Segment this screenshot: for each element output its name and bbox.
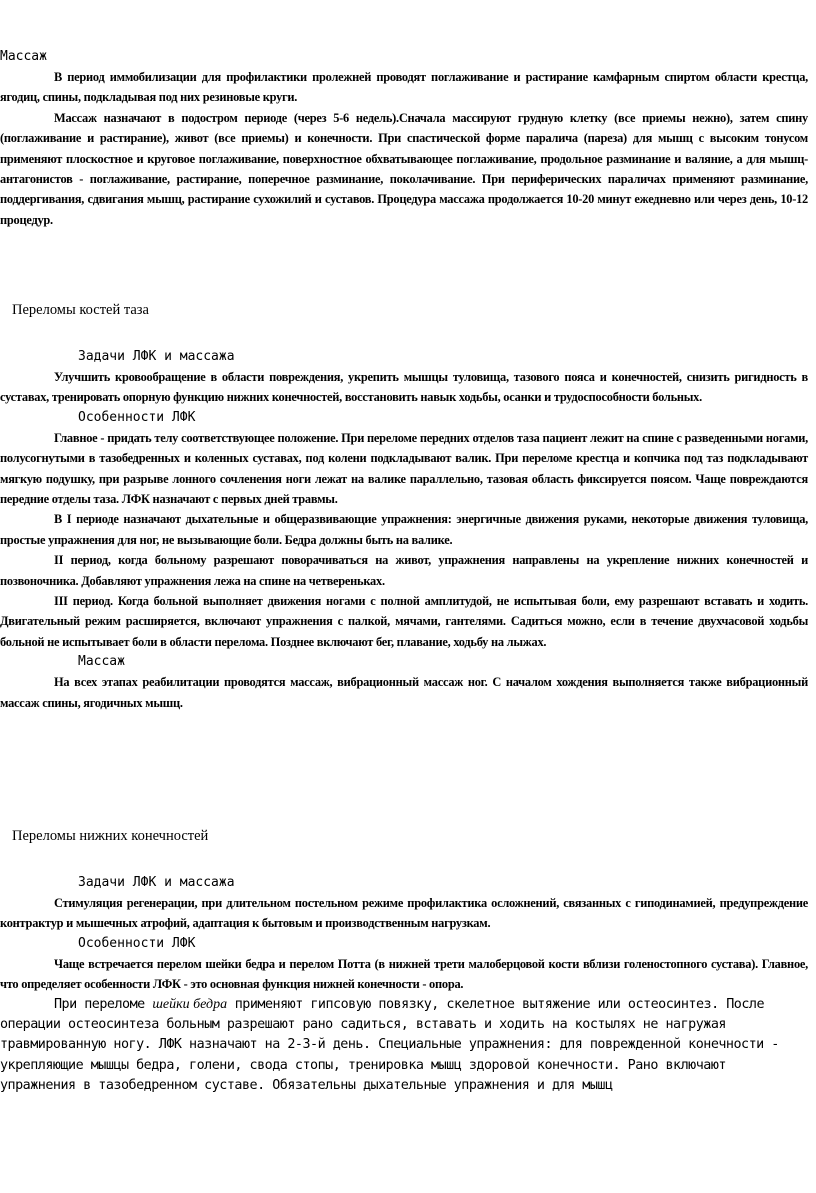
- period-2-text: II период, когда больному разрешают поворачиваться на живот, упражнения направлены на укрепление нижних конечностей и позвоночника. Добавляют упражнения лежа на спине на четвереньках.: [0, 553, 808, 588]
- section-pelvic-fractures: [0, 300, 808, 320]
- features-label-lower-limbs: Особенности ЛФК: [78, 935, 196, 951]
- period-3-text: III период. Когда больной выполняет движения ногами с полной амплитудой, не испытывая боли, ему разрешают вставать и ходить. Двигательный режим расширяется, включают упражнения с палкой, мячами, гантелями. Садиться можно, если в течение двухчасовой ходьбы больной не испытывает боли в области перелома. Позднее включают бег, плавание, ходьбу на лыжах.: [0, 594, 808, 649]
- period-1-text: В I периоде назначают дыхательные и общеразвивающие упражнения: энергичные движения руками, некоторые движения туловища, простые упражнения для ног, не вызывающие боли. Бедра должны быть на валике.: [0, 512, 808, 547]
- section-heading-lower-limbs: Переломы нижних конечностей: [12, 828, 209, 844]
- features-text-lower-limbs: Чаще встречается перелом шейки бедра и перелом Потта (в нижней трети малоберцовой кости вблизи голеностопного сустава). Главное, что определяет особенности ЛФК - это основная функция нижней конечности - опора.: [0, 956, 808, 992]
- massage-text-pelvis: На всех этапах реабилитации проводятся массаж, вибрационный массаж ног. С началом хождения выполняется также вибрационный массаж спины, ягодичных мышц.: [0, 675, 808, 710]
- hip-term-italic: шейки бедра: [152, 996, 228, 1012]
- tasks-label-pelvis: Задачи ЛФК и массажа: [78, 349, 235, 364]
- section-massage-spinal: [0, 47, 808, 230]
- section-heading-pelvis: Переломы костей таза: [12, 302, 149, 318]
- features-label-pelvis: Особенности ЛФК: [78, 409, 196, 425]
- massage-label-pelvis: Массаж: [78, 654, 125, 670]
- hip-lead-text: При переломе: [54, 996, 153, 1012]
- massage-paragraph-2: Массаж назначают в подостром периоде (через 5-6 недель).Сначала массируют грудную клетку (все приемы нежно), затем спину (поглаживание и растирание), живот (все приемы) и конечности. При спастической форме паралича (пареза) для мышц с высоким тонусом применяют плоскостное и круговое поглаживание, поверхностное обхватывающее поглаживание, продольное разминание и валяние, а для мышц-антагонистов - поглаживание, растирание, поперечное разминание, поколачивание. При периферических параличах применяют разминание, поддергивания, сдвигания мышц, растирание сухожилий и суставов. Процедура массажа продолжается 10-20 минут ежедневно или через день, 10-12 процедур.: [0, 110, 808, 227]
- hip-rest-text: применяют гипсовую повязку, скелетное вытяжение или остеосинтез. После операции остеосинтеза больным разрешают рано садиться, вставать и ходить на костылях не нагружая травмированную ногу. ЛФК назначают на 2-3-й день. Специальные упражнения: для поврежденной конечности - укрепляющие мышцы бедра, голени, свода стопы, тренировка мышц здоровой конечности. Рано включают упражнения в тазобедренном суставе. Обязательны дыхательные упражнения и для мышц: [0, 996, 787, 1094]
- section-lower-limb-fractures: [0, 826, 808, 846]
- massage-label: Массаж: [0, 49, 47, 64]
- section-lower-limb-body: [0, 873, 808, 1097]
- features-text-pelvis: Главное - придать телу соответствующее положение. При переломе передних отделов таза пациент лежит на спине с разведенными ногами, полусогнутыми в тазобедренных и коленных суставах, под колени подкладывают валик. При переломе крестца и копчика под таз подкладывают мягкую подушку, при разрыве лонного сочленения ноги лежат на валике параллельно, тазовая область фиксируется поясом. Чаще повреждаются передние отделы таза. ЛФК назначают с первых дней травмы.: [0, 430, 808, 507]
- tasks-text-lower-limbs: Стимуляция регенерации, при длительном постельном режиме профилактика осложнений, связанных с гиподинамией, предупреждение контрактур и мышечных атрофий, адаптация к бытовым и производственным нагрузкам.: [0, 896, 808, 931]
- tasks-label-lower-limbs: Задачи ЛФК и массажа: [78, 875, 235, 890]
- hip-fracture-paragraph: [0, 995, 808, 1097]
- massage-paragraph-1: В период иммобилизации для профилактики пролежней проводят поглаживание и растирание камфарным спиртом области крестца, ягодиц, спины, подкладывая под них резиновые круги.: [0, 70, 808, 105]
- section-pelvic-body: [0, 347, 808, 713]
- tasks-text-pelvis: Улучшить кровообращение в области повреждения, укрепить мышцы туловища, тазового пояса и конечностей, снизить ригидность в суставах, тренировать опорную функцию нижних конечностей, восстановить навык ходьбы, осанки и трудоспособности больных.: [0, 370, 808, 405]
